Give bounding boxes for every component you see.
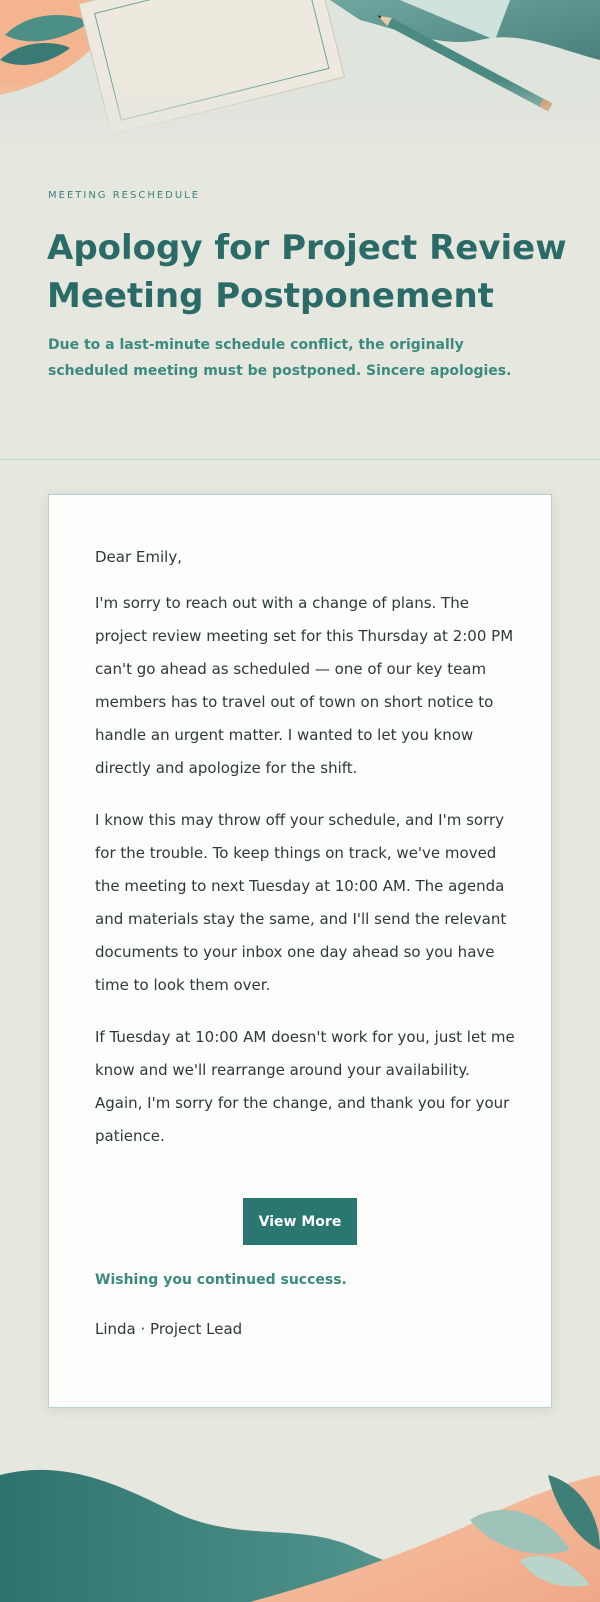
eyebrow-label: MEETING RESCHEDULE — [48, 190, 201, 201]
page-subtitle: Due to a last-minute schedule conflict, the originally scheduled meeting must be postponed. Sincere apologies. — [48, 337, 512, 379]
letter-paragraph: If Tuesday at 10:00 AM doesn't work for you, just let me know and we'll rearrange around your availability. Again, I'm sorry for the change, and thank you for your patience. — [95, 1028, 515, 1145]
letter-greeting: Dear Emily, — [95, 548, 182, 566]
letter-closing: Wishing you continued success. — [95, 1272, 347, 1288]
page-title: Apology for Project Review Meeting Postponement — [47, 228, 567, 316]
footer-illustration — [0, 1400, 600, 1602]
header-illustration — [0, 0, 600, 150]
section-divider — [0, 459, 600, 460]
letter-signature: Linda · Project Lead — [95, 1320, 243, 1338]
letter-paragraph: I know this may throw off your schedule, and I'm sorry for the trouble. To keep things on track, we've moved the meeting to next Tuesday at 10:00 AM. The agenda and materials stay the same, and I'll send the relevant documents to your inbox one day ahead so you have time to look them over. — [95, 811, 507, 994]
letter-paragraph: I'm sorry to reach out with a change of plans. The project review meeting set for this Thursday at 2:00 PM can't go ahead as scheduled — one of our key team members has to travel out of town on short notice to handle an urgent matter. I wanted to let you know directly and apologize for the shift. — [95, 594, 514, 777]
view-more-button[interactable]: View More — [243, 1198, 357, 1245]
